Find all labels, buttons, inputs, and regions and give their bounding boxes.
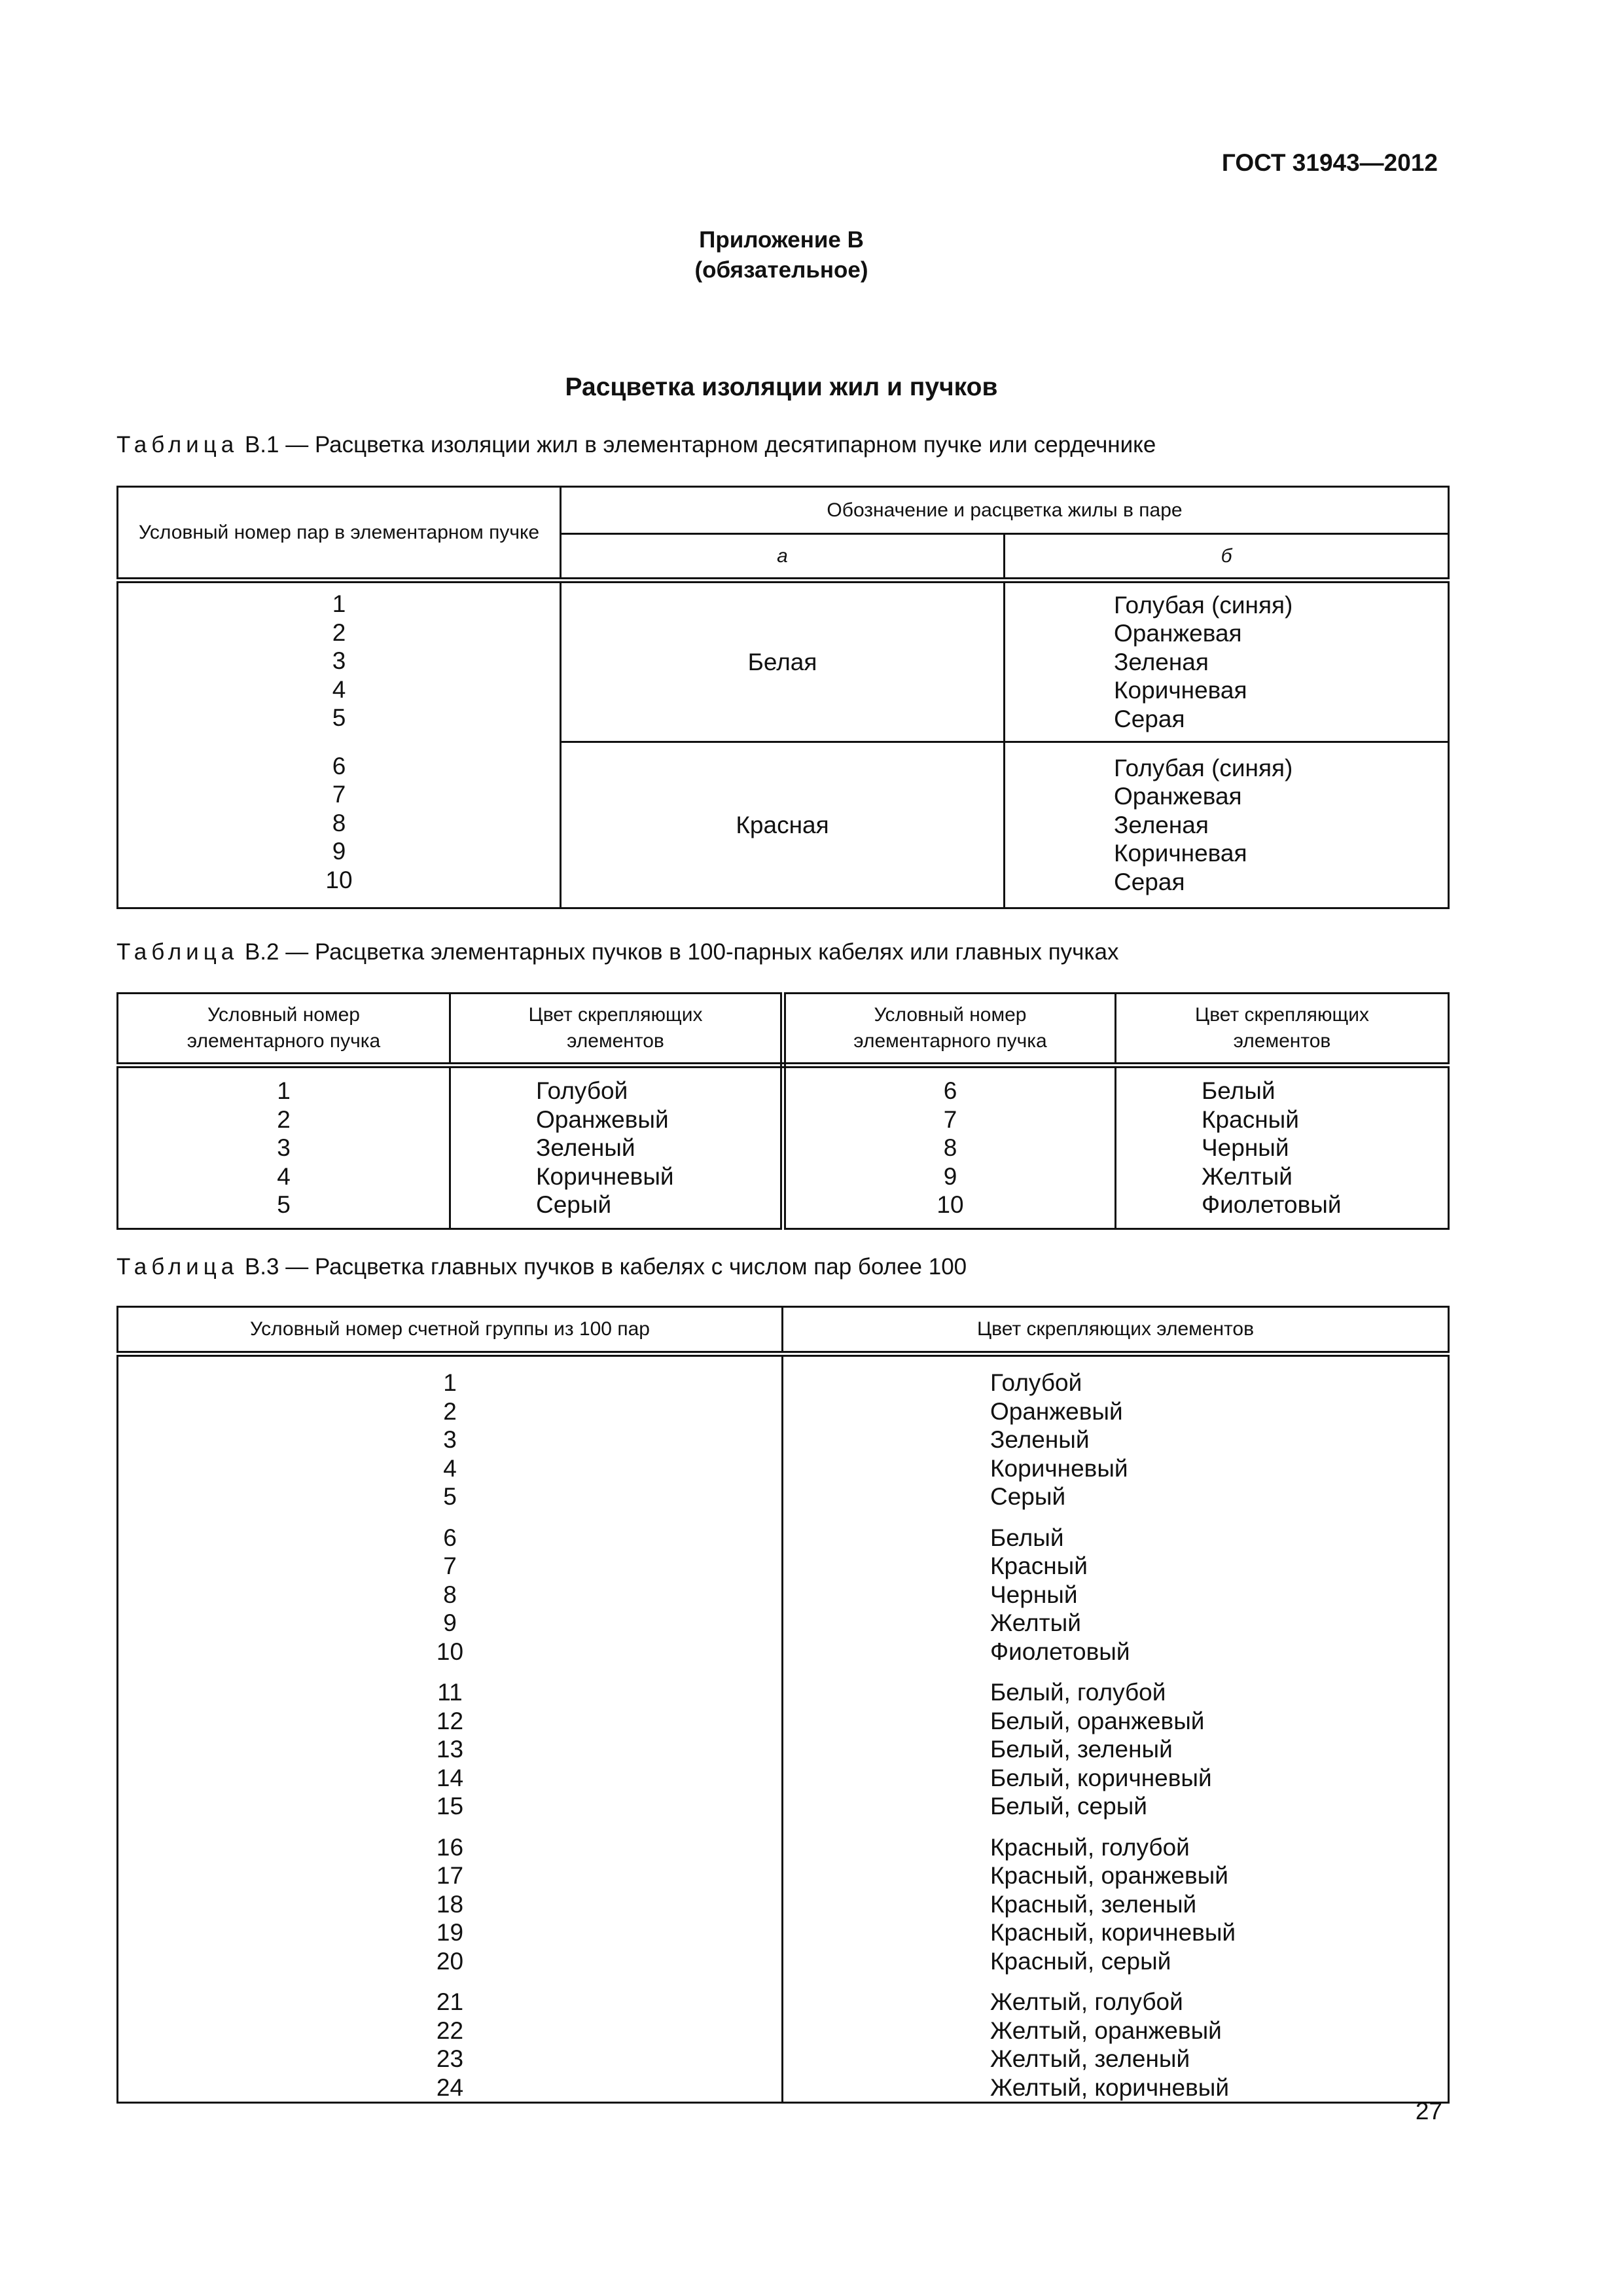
table-b3-header-group: Условный номер счетной группы из 100 пар	[118, 1307, 783, 1354]
section-title: Расцветка изоляции жил и пучков	[565, 373, 998, 401]
wire-b-color: Серая	[1114, 868, 1185, 895]
binder-color: Белый, зеленый	[990, 1736, 1173, 1763]
group-number: 21	[436, 1988, 464, 2015]
table-b1	[116, 486, 1450, 909]
wire-b-color: Серая	[1114, 705, 1185, 732]
table-b1-col1-header: Условный номер пар в элементарном пучке	[118, 487, 561, 581]
binder-color: Голубой	[536, 1077, 628, 1105]
table-b2-header-number: Условный номер элементарного пучка	[783, 994, 1116, 1066]
table-b2-caption	[116, 939, 1118, 965]
binder-color: Белый	[1202, 1077, 1275, 1105]
group-number: 3	[443, 1426, 457, 1453]
table-b2-header-number: Условный номер элементарного пучка	[118, 994, 450, 1066]
bundle-number: 10	[936, 1191, 964, 1219]
table-b1-numbers-cell	[118, 581, 561, 908]
pair-number: 4	[332, 675, 346, 703]
binder-color: Красный	[1202, 1105, 1299, 1133]
binder-color: Белый, оранжевый	[990, 1707, 1205, 1734]
table-b3-header-color: Цвет скрепляющих элементов	[783, 1307, 1449, 1354]
pair-number: 1	[332, 590, 346, 617]
page-number: 27	[1415, 2098, 1442, 2125]
pair-number: 8	[332, 809, 346, 836]
binder-color: Желтый	[990, 1609, 1081, 1636]
number-group	[118, 1369, 781, 1511]
binder-color: Черный	[990, 1581, 1078, 1608]
table-b3	[116, 1306, 1450, 2104]
binder-color: Красный, коричневый	[990, 1919, 1236, 1946]
group-number: 12	[436, 1707, 464, 1734]
wire-a-cell: Красная	[561, 742, 1005, 908]
group-number: 16	[436, 1833, 464, 1861]
caption-prefix: Таблица	[116, 432, 239, 457]
binder-color: Коричневый	[990, 1454, 1128, 1482]
binder-color: Желтый	[1202, 1162, 1293, 1190]
caption-prefix: Таблица	[116, 939, 239, 965]
number-group	[118, 1524, 781, 1666]
group-numbers-cell	[118, 1354, 783, 2103]
group-number: 1	[443, 1369, 457, 1396]
binder-color: Белый	[990, 1524, 1064, 1551]
wire-b-cell	[1005, 742, 1449, 908]
binder-color: Серый	[990, 1483, 1066, 1510]
table-b1-caption	[116, 432, 1156, 458]
group-number: 15	[436, 1793, 464, 1820]
bundle-number: 7	[943, 1105, 957, 1133]
caption-text: В.3 — Расцветка главных пучков в кабелях с числом пар более 100	[238, 1254, 967, 1280]
group-number: 20	[436, 1947, 464, 1975]
binder-color: Зеленый	[990, 1426, 1090, 1453]
table-b2-header-color: Цвет скрепляющих элементов	[1116, 994, 1449, 1066]
binder-color: Желтый, оранжевый	[990, 2017, 1222, 2044]
table-b2	[116, 992, 1450, 1230]
bundle-number: 8	[943, 1134, 957, 1162]
bundle-numbers-cell	[118, 1066, 450, 1229]
table-b1-col23-header: Обозначение и расцветка жилы в паре	[561, 487, 1449, 534]
group-number: 17	[436, 1862, 464, 1889]
caption-text: В.1 — Расцветка изоляции жил в элементарном десятипарном пучке или сердечнике	[238, 432, 1156, 457]
group-number: 2	[443, 1397, 457, 1425]
binder-color: Серый	[536, 1191, 612, 1219]
bundle-numbers-cell	[783, 1066, 1116, 1229]
binder-color: Белый, серый	[990, 1793, 1147, 1820]
group-number: 4	[443, 1454, 457, 1482]
binder-color: Желтый, зеленый	[990, 2045, 1190, 2072]
color-group	[990, 1369, 1448, 1511]
wire-b-color: Зеленая	[1114, 648, 1209, 675]
bundle-number: 4	[277, 1162, 291, 1190]
group-number: 23	[436, 2045, 464, 2072]
group-number: 13	[436, 1736, 464, 1763]
binder-colors-cell	[1116, 1066, 1449, 1229]
group-number: 19	[436, 1919, 464, 1946]
bundle-number: 1	[277, 1077, 291, 1105]
table-b2-header-color: Цвет скрепляющих элементов	[450, 994, 783, 1066]
binder-color: Желтый, голубой	[990, 1988, 1183, 2015]
pair-number: 6	[332, 752, 346, 780]
table-b1-sub-b: б	[1005, 534, 1449, 581]
group-number: 9	[443, 1609, 457, 1636]
binder-color: Зеленый	[536, 1134, 635, 1162]
wire-b-cell	[1005, 581, 1449, 742]
binder-color: Голубой	[990, 1369, 1082, 1396]
wire-b-color: Зеленая	[1114, 811, 1209, 838]
number-group	[118, 752, 560, 895]
pair-number: 10	[325, 866, 353, 893]
binder-color: Красный, зеленый	[990, 1890, 1197, 1918]
wire-b-color: Оранжевая	[1114, 783, 1242, 810]
group-number: 8	[443, 1581, 457, 1608]
wire-b-color: Голубая (синяя)	[1114, 754, 1293, 781]
wire-a-cell: Белая	[561, 581, 1005, 742]
group-number: 24	[436, 2073, 464, 2101]
binder-color: Оранжевый	[990, 1397, 1123, 1425]
table-b1-sub-a: а	[561, 534, 1005, 581]
pair-number: 7	[332, 781, 346, 808]
appendix-title: Приложение В	[699, 227, 864, 253]
pair-number: 2	[332, 619, 346, 646]
binder-color: Коричневый	[536, 1162, 674, 1190]
appendix-status: (обязательное)	[694, 257, 868, 283]
group-number: 5	[443, 1483, 457, 1510]
group-number: 7	[443, 1552, 457, 1579]
group-number: 11	[437, 1679, 463, 1706]
wire-b-color: Коричневая	[1114, 677, 1247, 704]
color-group	[990, 1988, 1448, 2102]
number-group	[118, 1833, 781, 1976]
binder-color: Красный, голубой	[990, 1833, 1190, 1861]
binder-color: Фиолетовый	[1202, 1191, 1342, 1219]
color-group	[990, 1524, 1448, 1666]
binder-color: Желтый, коричневый	[990, 2073, 1230, 2101]
pair-number: 3	[332, 647, 346, 674]
caption-text: В.2 — Расцветка элементарных пучков в 100-парных кабелях или главных пучках	[238, 939, 1119, 965]
number-group	[118, 590, 560, 732]
group-colors-cell	[783, 1354, 1449, 2103]
caption-prefix: Таблица	[116, 1254, 239, 1280]
pair-number: 9	[332, 838, 346, 865]
color-group	[990, 1833, 1448, 1976]
binder-color: Фиолетовый	[990, 1638, 1130, 1665]
bundle-number: 3	[277, 1134, 291, 1162]
group-number: 18	[436, 1890, 464, 1918]
binder-color: Красный, серый	[990, 1947, 1171, 1975]
group-number: 22	[436, 2017, 464, 2044]
bundle-number: 5	[277, 1191, 291, 1219]
table-b3-caption	[116, 1254, 967, 1280]
binder-color: Оранжевый	[536, 1105, 669, 1133]
bundle-number: 9	[943, 1162, 957, 1190]
standard-designation: ГОСТ 31943—2012	[1221, 149, 1438, 176]
binder-color: Белый, коричневый	[990, 1764, 1212, 1791]
pair-number: 5	[332, 704, 346, 731]
group-number: 14	[436, 1764, 464, 1791]
wire-b-color: Оранжевая	[1114, 620, 1242, 647]
wire-b-color: Коричневая	[1114, 840, 1247, 867]
color-group	[990, 1678, 1448, 1821]
binder-colors-cell	[450, 1066, 783, 1229]
wire-b-color: Голубая (синяя)	[1114, 591, 1293, 619]
group-number: 6	[443, 1524, 457, 1551]
binder-color: Красный, оранжевый	[990, 1862, 1228, 1889]
group-number: 10	[436, 1638, 464, 1665]
binder-color: Белый, голубой	[990, 1679, 1166, 1706]
number-group	[118, 1678, 781, 1821]
bundle-number: 2	[277, 1105, 291, 1133]
binder-color: Красный	[990, 1552, 1088, 1579]
number-group	[118, 1988, 781, 2102]
binder-color: Черный	[1202, 1134, 1289, 1162]
bundle-number: 6	[943, 1077, 957, 1105]
